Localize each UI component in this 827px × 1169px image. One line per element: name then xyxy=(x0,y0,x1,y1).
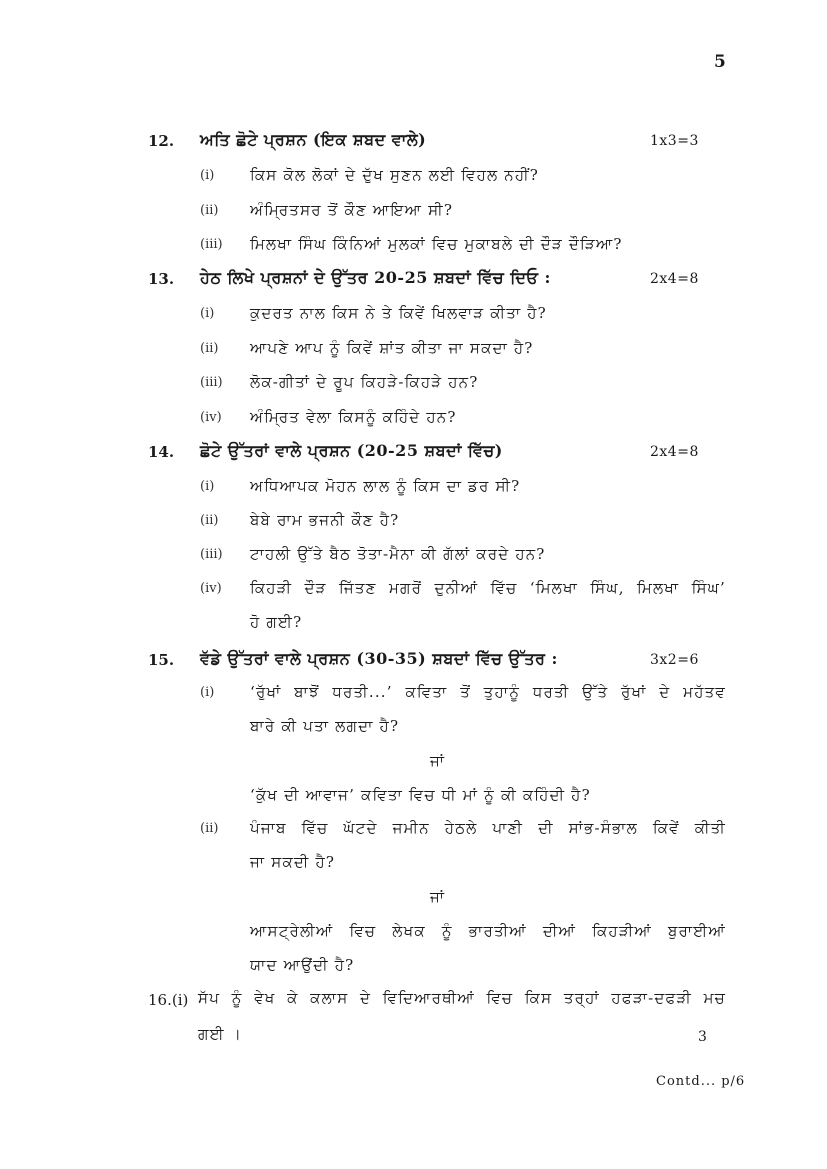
sub-question-text: ਆਪਣੇ ਆਪ ਨੂੰ ਕਿਵੇਂ ਸ਼ਾਂਤ ਕੀਤਾ ਜਾ ਸਕਦਾ ਹੈ? xyxy=(250,339,534,357)
or-separator: ਜਾਂ xyxy=(430,888,445,906)
question-marks: 3x2=6 xyxy=(650,652,699,668)
question-number: 16.(i) xyxy=(148,991,189,1009)
question-marks: 3 xyxy=(698,1029,708,1045)
sub-question-text-continued: ਬਾਰੇ ਕੀ ਪਤਾ ਲਗਦਾ ਹੈ? xyxy=(250,717,400,735)
sub-question-label: (iii) xyxy=(200,237,223,252)
sub-question-text: ਅੰਮ੍ਰਿਤ ਵੇਲਾ ਕਿਸਨੂੰ ਕਹਿੰਦੇ ਹਨ? xyxy=(250,408,457,426)
question-text: ਸੱਪ ਨੂੰ ਵੇਖ ਕੇ ਕਲਾਸ ਦੇ ਵਿਦਿਆਰਥੀਆਂ ਵਿਚ ਕਿਸ ਤਰ੍ਹਾਂ ਹਫੜਾ-ਦਫੜੀ ਮਚ xyxy=(198,989,726,1007)
question-number: 14. xyxy=(148,443,175,461)
sub-question-text: ‘ਰੁੱਖਾਂ ਬਾਝੋਂ ਧਰਤੀ...’ ਕਵਿਤਾ ਤੋਂ ਤੁਹਾਨੂੰ ਧਰਤੀ ਉੱਤੇ ਰੁੱਖਾਂ ਦੇ ਮਹੱਤਵ xyxy=(250,683,726,701)
question-title: ਹੇਠ ਲਿਖੇ ਪ੍ਰਸ਼ਨਾਂ ਦੇ ਉੱਤਰ 20-25 ਸ਼ਬਦਾਂ ਵਿੱਚ ਦਿਓ : xyxy=(200,268,551,287)
sub-question-text: ਕਿਹੜੀ ਦੌੜ ਜਿੱਤਣ ਮਗਰੋਂ ਦੁਨੀਆਂ ਵਿੱਚ ‘ਮਿਲਖਾ ਸਿੰਘ, ਮਿਲਖਾ ਸਿੰਘ’ xyxy=(250,579,726,597)
sub-question-label: (iv) xyxy=(200,410,222,425)
sub-question-label: (i) xyxy=(200,685,215,700)
sub-question-text: ਪੰਜਾਬ ਵਿੱਚ ਘੱਟਦੇ ਜਮੀਨ ਹੇਠਲੇ ਪਾਣੀ ਦੀ ਸਾਂਭ-ਸੰਭਾਲ ਕਿਵੇਂ ਕੀਤੀ xyxy=(250,819,726,837)
sub-question-text-continued: ਜਾ ਸਕਦੀ ਹੈ? xyxy=(250,853,336,871)
sub-question-text: ਅਧਿਆਪਕ ਮੋਹਨ ਲਾਲ ਨੂੰ ਕਿਸ ਦਾ ਡਰ ਸੀ? xyxy=(250,477,521,495)
sub-question-text: ਕੁਦਰਤ ਨਾਲ ਕਿਸ ਨੇ ਤੇ ਕਿਵੇਂ ਖਿਲਵਾੜ ਕੀਤਾ ਹੈ? xyxy=(250,304,547,322)
alternative-question-text: ਆਸਟ੍ਰੇਲੀਆਂ ਵਿਚ ਲੇਖਕ ਨੂੰ ਭਾਰਤੀਆਂ ਦੀਆਂ ਕਿਹੜੀਆਂ ਬੁਰਾਈਆਂ xyxy=(250,922,726,940)
sub-question-label: (i) xyxy=(200,306,215,321)
question-number: 12. xyxy=(148,132,175,150)
sub-question-text-continued: ਹੋ ਗਈ? xyxy=(250,613,303,631)
question-number: 13. xyxy=(148,270,175,288)
sub-question-label: (i) xyxy=(200,168,215,183)
or-separator: ਜਾਂ xyxy=(430,752,445,770)
sub-question-label: (ii) xyxy=(200,341,219,356)
page-number: 5 xyxy=(714,52,726,72)
continued-footer: Contd... p/6 xyxy=(656,1074,746,1089)
question-number: 15. xyxy=(148,651,175,669)
alternative-question-text: ‘ਕੁੱਖ ਦੀ ਆਵਾਜ’ ਕਵਿਤਾ ਵਿਚ ਧੀ ਮਾਂ ਨੂੰ ਕੀ ਕਹਿੰਦੀ ਹੈ? xyxy=(250,786,591,804)
sub-question-text: ਲੋਕ-ਗੀਤਾਂ ਦੇ ਰੂਪ ਕਿਹੜੇ-ਕਿਹੜੇ ਹਨ? xyxy=(250,373,479,391)
sub-question-label: (i) xyxy=(200,479,215,494)
sub-question-text: ਬੇਬੇ ਰਾਮ ਭਜਨੀ ਕੌਣ ਹੈ? xyxy=(250,511,400,529)
sub-question-text: ਮਿਲਖਾ ਸਿੰਘ ਕਿੰਨਿਆਂ ਮੁਲਕਾਂ ਵਿਚ ਮੁਕਾਬਲੇ ਦੀ ਦੌੜ ਦੌੜਿਆ? xyxy=(250,235,623,253)
sub-question-label: (ii) xyxy=(200,203,219,218)
sub-question-label: (iv) xyxy=(200,581,222,596)
sub-question-label: (ii) xyxy=(200,821,219,836)
question-text-continued: ਗਈ । xyxy=(198,1025,243,1043)
question-title: ਛੋਟੇ ਉੱਤਰਾਂ ਵਾਲੇ ਪ੍ਰਸ਼ਨ (20-25 ਸ਼ਬਦਾਂ ਵਿੱਚ) xyxy=(200,441,503,460)
sub-question-text: ਟਾਹਲੀ ਉੱਤੇ ਬੈਠ ਤੋਤਾ-ਮੈਨਾ ਕੀ ਗੱਲਾਂ ਕਰਦੇ ਹਨ? xyxy=(250,545,546,563)
sub-question-label: (iii) xyxy=(200,375,223,390)
question-title: ਅਤਿ ਛੋਟੇ ਪ੍ਰਸ਼ਨ (ਇਕ ਸ਼ਬਦ ਵਾਲੇ) xyxy=(200,130,427,149)
question-title: ਵੱਡੇ ਉੱਤਰਾਂ ਵਾਲੇ ਪ੍ਰਸ਼ਨ (30-35) ਸ਼ਬਦਾਂ ਵਿੱਚ ਉੱਤਰ : xyxy=(200,649,558,668)
sub-question-text: ਕਿਸ ਕੋਲ ਲੋਕਾਂ ਦੇ ਦੁੱਖ ਸੁਣਨ ਲਈ ਵਿਹਲ ਨਹੀਂ? xyxy=(250,166,540,184)
question-marks: 2x4=8 xyxy=(650,271,699,287)
alternative-question-text-continued: ਯਾਦ ਆਉਂਦੀ ਹੈ? xyxy=(250,956,355,974)
question-marks: 2x4=8 xyxy=(650,444,699,460)
sub-question-label: (ii) xyxy=(200,513,219,528)
sub-question-text: ਅੰਮ੍ਰਿਤਸਰ ਤੋਂ ਕੌਣ ਆਇਆ ਸੀ? xyxy=(250,201,454,219)
question-marks: 1x3=3 xyxy=(650,133,699,149)
sub-question-label: (iii) xyxy=(200,547,223,562)
